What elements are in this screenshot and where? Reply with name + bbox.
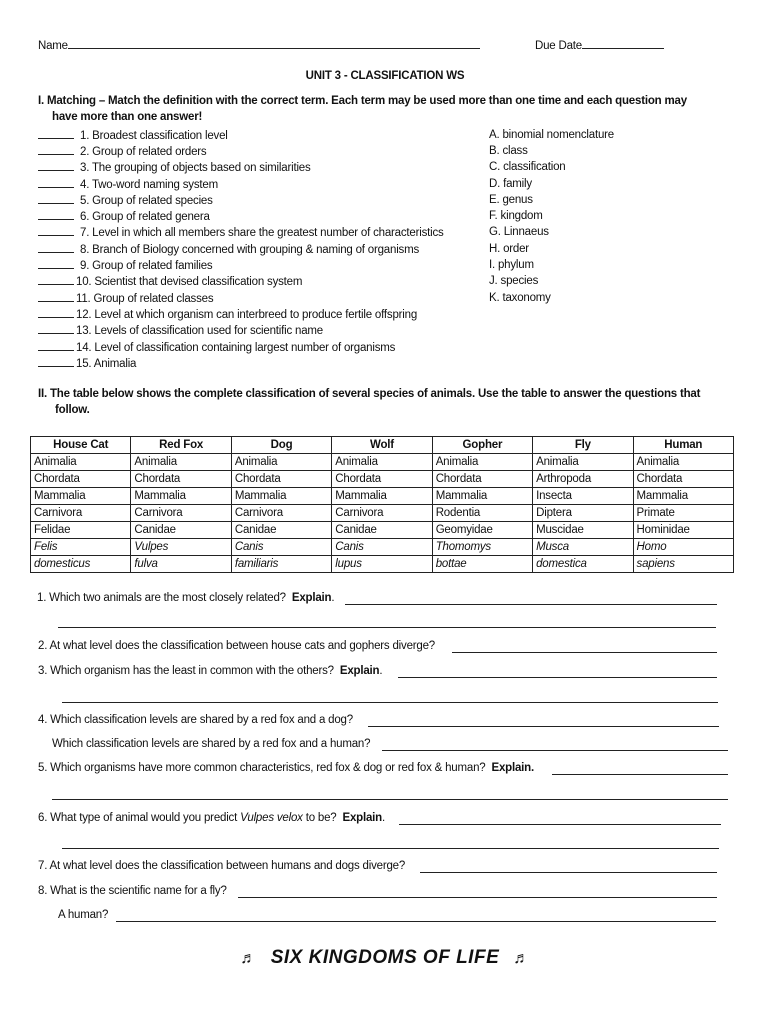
answer-line[interactable] (368, 726, 719, 727)
term-item: K. taxonomy (489, 292, 551, 304)
table-cell: Vulpes (131, 539, 231, 556)
table-cell: Carnivora (31, 505, 131, 522)
due-date-field[interactable] (535, 38, 664, 52)
term-item: A. binomial nomenclature (489, 129, 614, 141)
answer-blank[interactable] (38, 127, 74, 139)
column-header: House Cat (31, 437, 131, 454)
table-cell: Felis (31, 539, 131, 556)
table-cell: Chordata (332, 471, 432, 488)
due-date-line[interactable] (582, 38, 664, 49)
term-item: E. genus (489, 194, 533, 206)
table-cell: Chordata (432, 471, 532, 488)
answer-blank[interactable] (38, 306, 74, 318)
definition-item: 11. Group of related classes (38, 290, 213, 306)
column-header: Wolf (332, 437, 432, 454)
definition-item: 1. Broadest classification level (38, 127, 228, 143)
answer-blank[interactable] (38, 176, 74, 188)
answer-line[interactable] (552, 774, 728, 775)
table-cell: familiaris (231, 556, 331, 573)
question-8b: A human? (58, 909, 109, 921)
name-label: Name (38, 40, 68, 52)
term-item: G. Linnaeus (489, 226, 549, 238)
column-header: Fly (533, 437, 633, 454)
answer-line[interactable] (420, 872, 717, 873)
answer-blank[interactable] (38, 322, 74, 334)
definition-item: 6. Group of related genera (38, 208, 210, 224)
table-cell: Animalia (533, 454, 633, 471)
question-2: 2. At what level does the classification between house cats and gophers diverge? (38, 640, 435, 652)
answer-line[interactable] (345, 604, 717, 605)
answer-line[interactable] (116, 921, 716, 922)
table-cell: fulva (131, 556, 231, 573)
answer-blank[interactable] (38, 290, 74, 302)
table-cell: Chordata (131, 471, 231, 488)
column-header: Gopher (432, 437, 532, 454)
definition-item: 5. Group of related species (38, 192, 213, 208)
definition-item: 4. Two-word naming system (38, 176, 218, 192)
table-row (31, 471, 734, 488)
table-cell: Animalia (332, 454, 432, 471)
table-cell: Musca (533, 539, 633, 556)
question-1: 1. Which two animals are the most closely related? Explain. (37, 592, 335, 604)
answer-line[interactable] (382, 750, 728, 751)
definition-item: 10. Scientist that devised classification system (38, 273, 302, 289)
question-4b: Which classification levels are shared by a red fox and a human? (52, 738, 371, 750)
answer-line[interactable] (238, 897, 717, 898)
answer-line[interactable] (398, 677, 717, 678)
term-item: C. classification (489, 161, 566, 173)
definition-item: 13. Levels of classification used for scientific name (38, 322, 323, 338)
question-3: 3. Which organism has the least in common with the others? Explain. (38, 665, 383, 677)
table-cell: Carnivora (231, 505, 331, 522)
footer-heading: SIX KINGDOMS OF LIFE (270, 947, 500, 968)
table-cell: Mammalia (633, 488, 733, 505)
table-cell: Chordata (31, 471, 131, 488)
table-cell: sapiens (633, 556, 733, 573)
table-row (31, 539, 734, 556)
section1-heading-line2: have more than one answer! (52, 111, 203, 123)
definition-item: 15. Animalia (38, 355, 136, 371)
table-cell: Animalia (633, 454, 733, 471)
answer-blank[interactable] (38, 339, 74, 351)
answer-line[interactable] (452, 652, 717, 653)
answer-blank[interactable] (38, 224, 74, 236)
definition-item: 9. Group of related families (38, 257, 212, 273)
table-cell: Animalia (131, 454, 231, 471)
definition-item: 8. Branch of Biology concerned with grouping & naming of organisms (38, 241, 419, 257)
table-cell: Chordata (633, 471, 733, 488)
answer-line[interactable] (52, 799, 728, 800)
classification-table (30, 436, 734, 573)
table-row (31, 505, 734, 522)
term-item: H. order (489, 243, 529, 255)
table-cell: Animalia (432, 454, 532, 471)
question-4a: 4. Which classification levels are shared by a red fox and a dog? (38, 714, 353, 726)
term-item: J. species (489, 275, 539, 287)
answer-line[interactable] (62, 702, 718, 703)
definition-item: 12. Level at which organism can interbreed to produce fertile offspring (38, 306, 417, 322)
section1-heading-line1: I. Matching – Match the definition with the correct term. Each term may be used more than one time and each question may (38, 95, 687, 107)
table-cell: Canidae (231, 522, 331, 539)
table-cell: lupus (332, 556, 432, 573)
table-row (31, 488, 734, 505)
table-cell: Animalia (231, 454, 331, 471)
table-cell: Carnivora (332, 505, 432, 522)
name-line[interactable] (68, 38, 480, 49)
table-cell: Mammalia (31, 488, 131, 505)
answer-line[interactable] (58, 627, 716, 628)
table-cell: Mammalia (432, 488, 532, 505)
music-note-icon: ♬ (513, 950, 530, 967)
question-5: 5. Which organisms have more common characteristics, red fox & dog or red fox & human? Explain. (38, 762, 534, 774)
term-item: F. kingdom (489, 210, 543, 222)
question-8a: 8. What is the scientific name for a fly? (38, 885, 227, 897)
music-note-icon: ♬ (240, 950, 257, 967)
table-cell: Homo (633, 539, 733, 556)
due-date-label: Due Date (535, 40, 582, 52)
table-cell: Geomyidae (432, 522, 532, 539)
answer-blank[interactable] (38, 208, 74, 220)
table-cell: domesticus (31, 556, 131, 573)
table-cell: Hominidae (633, 522, 733, 539)
table-cell: Canis (332, 539, 432, 556)
question-7: 7. At what level does the classification between humans and dogs diverge? (38, 860, 406, 872)
table-cell: Mammalia (332, 488, 432, 505)
table-header-row (31, 437, 734, 454)
table-cell: Rodentia (432, 505, 532, 522)
table-cell: Insecta (533, 488, 633, 505)
definition-item: 3. The grouping of objects based on similarities (38, 159, 311, 175)
table-cell: domestica (533, 556, 633, 573)
table-row (31, 454, 734, 471)
table-row (31, 522, 734, 539)
page-title: UNIT 3 - CLASSIFICATION WS (305, 70, 465, 82)
definition-item: 2. Group of related orders (38, 143, 206, 159)
column-header: Human (633, 437, 733, 454)
table-cell: Carnivora (131, 505, 231, 522)
definition-item: 7. Level in which all members share the greatest number of characteristics (38, 224, 444, 240)
table-cell: bottae (432, 556, 532, 573)
answer-blank[interactable] (38, 257, 74, 269)
table-cell: Felidae (31, 522, 131, 539)
table-cell: Thomomys (432, 539, 532, 556)
term-item: D. family (489, 178, 532, 190)
term-item: B. class (489, 145, 528, 157)
table-cell: Animalia (31, 454, 131, 471)
table-cell: Mammalia (131, 488, 231, 505)
term-item: I. phylum (489, 259, 534, 271)
column-header: Dog (231, 437, 331, 454)
table-cell: Arthropoda (533, 471, 633, 488)
question-6: 6. What type of animal would you predict Vulpes velox to be? Explain. (38, 812, 386, 824)
answer-line[interactable] (399, 824, 721, 825)
table-cell: Muscidae (533, 522, 633, 539)
section2-heading-line2: follow. (55, 404, 90, 416)
definition-item: 14. Level of classification containing largest number of organisms (38, 339, 395, 355)
footer-title (0, 947, 770, 969)
table-cell: Canis (231, 539, 331, 556)
table-cell: Chordata (231, 471, 331, 488)
answer-blank[interactable] (38, 355, 74, 367)
table-cell: Canidae (332, 522, 432, 539)
table-cell: Mammalia (231, 488, 331, 505)
answer-blank[interactable] (38, 273, 74, 285)
table-row (31, 556, 734, 573)
answer-blank[interactable] (38, 159, 74, 171)
table-cell: Diptera (533, 505, 633, 522)
answer-blank[interactable] (38, 241, 74, 253)
name-field[interactable] (38, 38, 480, 52)
table-cell: Canidae (131, 522, 231, 539)
answer-blank[interactable] (38, 192, 74, 204)
table-cell: Primate (633, 505, 733, 522)
column-header: Red Fox (131, 437, 231, 454)
answer-blank[interactable] (38, 143, 74, 155)
answer-line[interactable] (62, 848, 719, 849)
section2-heading-line1: II. The table below shows the complete classification of several species of animals. Use the table to answer the questions that (38, 388, 701, 400)
